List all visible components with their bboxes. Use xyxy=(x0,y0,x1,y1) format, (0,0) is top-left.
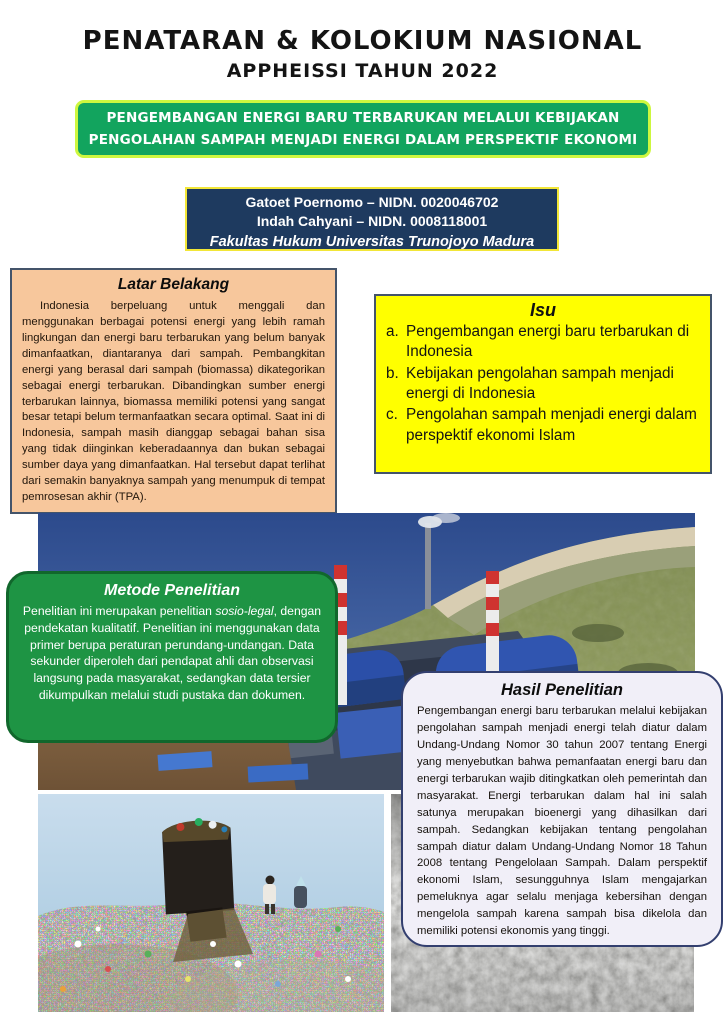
metode-body-prefix: Penelitian ini merupakan penelitian xyxy=(22,604,216,618)
isu-item-b-label: b. xyxy=(386,364,399,382)
poster-subtitle: APPHEISSI TAHUN 2022 xyxy=(226,60,499,82)
hasil-title: Hasil Penelitian xyxy=(501,681,623,699)
isu-title: Isu xyxy=(529,300,556,320)
author-2: Indah Cahyani – NIDN. 0008118001 xyxy=(256,213,488,230)
topic-banner-line2: PENGOLAHAN SAMPAH MENJADI ENERGI DALAM PERSPEKTIF EKONOMI xyxy=(88,131,638,148)
isu-item-c-text: Pengolahan sampah menjadi energi dalam perspektif ekonomi Islam xyxy=(406,406,697,444)
isu-item-a xyxy=(386,322,700,363)
metode-title: Metode Penelitian xyxy=(103,582,241,599)
latar-belakang-body: Indonesia berpeluang untuk menggali dan menggunakan berbagai potensi energi yang lebih ramah lingkungan dan energi baru terbarukan yang belum banyak dimanfaatkan, diantaranya dari sampah. Pembangkitan energi yang berasal dari sampah (biomassa) dikategorikan sebagai energi terbarukan. Dibandingkan sumber energi terbarukan lainnya, biomassa memiliki potensi yang sangat besar tetapi belum termanfaatkan secara optimal. Saat ini di Indonesia, sampah masih dianggap sebagai bahan sisa yang tidak diinginkan keberadaannya dan bukan sebagai sumber daya yang dimanfaatkan. Hal tersebut dapat terlihat dari semakin banyaknya sampah yang menumpuk di tempat pemrosesan akhir (TPA). xyxy=(22,300,325,504)
topic-banner xyxy=(75,100,651,158)
affiliation: Fakultas Hukum Universitas Trunojoyo Madura xyxy=(209,233,535,250)
metode-body-italic-term: sosio-legal xyxy=(215,604,274,618)
section-metode-penelitian xyxy=(6,571,338,743)
metode-body xyxy=(22,603,322,704)
isu-item-a-label: a. xyxy=(386,323,399,340)
isu-item-b xyxy=(386,364,700,405)
author-1: Gatoet Poernomo – NIDN. 0020046702 xyxy=(245,194,499,210)
authors-box xyxy=(185,187,559,251)
section-latar-belakang xyxy=(10,268,337,514)
isu-item-c xyxy=(386,405,700,446)
section-hasil-penelitian xyxy=(401,671,723,947)
section-isu xyxy=(374,294,712,474)
metode-body-suffix: , dengan pendekatan kualitatif. Penelitian ini menggunakan data primer berupa peraturan perundang-undangan. Data sekunder diperoleh dari pendapat ahli dan observasi langsung pada masyarakat, sedangkan data tersier dikumpulkan melalui studi pustaka dan dokumen. xyxy=(24,604,322,703)
isu-item-a-text: Pengembangan energi baru terbarukan di Indonesia xyxy=(406,323,690,361)
isu-item-b-text: Kebijakan pengolahan sampah menjadi energi di Indonesia xyxy=(406,364,674,403)
hasil-body: Pengembangan energi baru terbarukan melalui kebijakan pengolahan sampah menjadi energi telah diatur dalam Undang-Undang Nomor 30 tahun 2007 tentang Energi yang menyebutkan bahwa pemanfaatan energi baru dan energi terbarukan wajib ditingkatkan oleh pemerintah dan masyarakat. Energi terbarukan dalam hal ini salah satunya merupakan bioenergi yang dihasilkan dari sampah. Sedangkan kebijakan tentang pengolahan sampah diatur dalam Undang-Undang Nomor 18 Tahun 2008 tentang Pengelolaan Sampah. Dalam perspektif ekonomi Islam, sesungguhnya Islam mengajarkan pemeluknya agar selalu menjaga kebersihan dengan mengelola sampah karena sampah bisa dikelola dan memiliki potensi ekonomis yang tinggi. xyxy=(417,705,707,938)
topic-banner-line1: PENGEMBANGAN ENERGI BARU TERBARUKAN MELALUI KEBIJAKAN xyxy=(106,110,620,126)
latar-belakang-title: Latar Belakang xyxy=(117,276,230,293)
landfill-photo xyxy=(38,794,384,1012)
poster-title: PENATARAN & KOLOKIUM NASIONAL xyxy=(82,26,643,56)
isu-item-c-label: c. xyxy=(386,406,398,424)
